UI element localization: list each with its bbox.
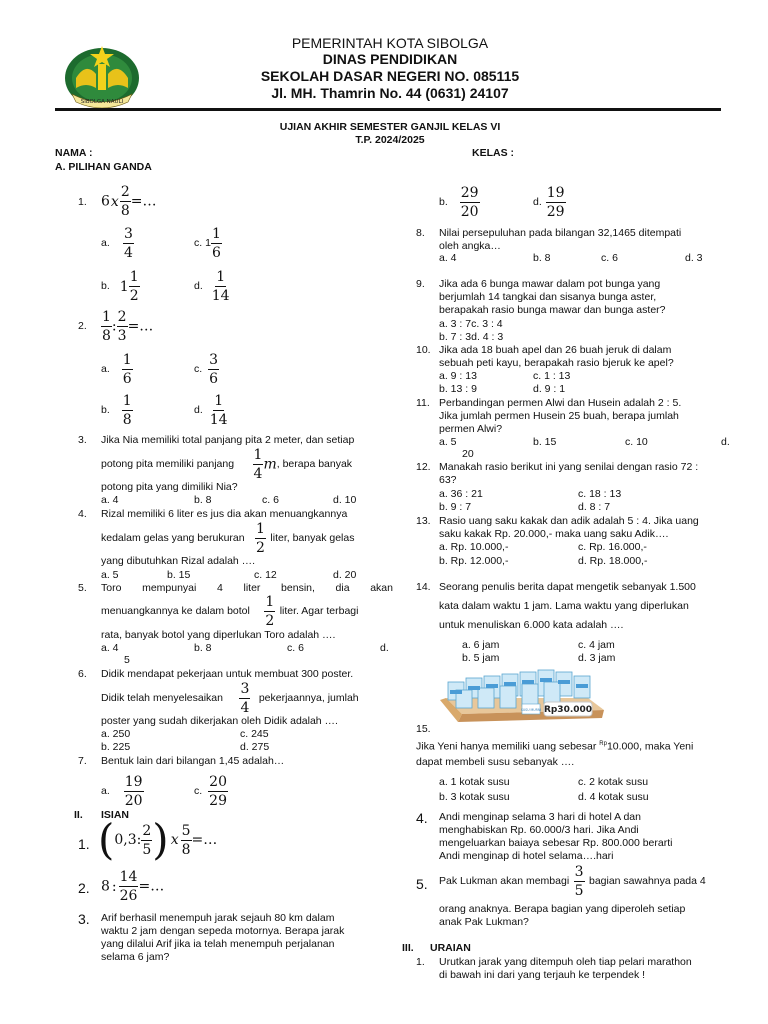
q12-line1: Manakah rasio berikut ini yang senilai dengan rasio 72 : xyxy=(439,461,699,473)
isian3-line4: selama 6 jam? xyxy=(101,951,170,963)
q6-line1: Didik mendapat pekerjaan untuk membuat 300 poster. xyxy=(101,668,354,680)
isian2-number: 2. xyxy=(78,880,90,896)
q11-option-a[interactable]: a. 5 xyxy=(439,436,457,448)
uraian1-number: 1. xyxy=(416,956,425,968)
section-a-title: A. PILIHAN GANDA xyxy=(55,161,152,173)
q8-option-a[interactable]: a. 4 xyxy=(439,252,457,264)
q4-option-c[interactable]: c. 12 xyxy=(254,569,277,581)
milk-crate-image xyxy=(438,668,608,722)
q3-line2: potong pita memiliki panjang $\frac{1}{4}$ m, berapa banyak xyxy=(101,447,353,482)
header-school: SEKOLAH DASAR NEGERI NO. 085115 xyxy=(260,68,520,84)
q1-option-a[interactable]: $\frac{3}{4}$ xyxy=(124,226,133,261)
q1-number: 1. xyxy=(78,196,87,208)
q14-line1: Seorang penulis berita dapat mengetik sebanyak 1.500 xyxy=(439,581,696,593)
q1-option-b[interactable]: b. 1 $\frac{1}{2}$ xyxy=(101,269,139,304)
q3-option-b[interactable]: b. 8 xyxy=(194,494,212,506)
isian5-line2: orang anaknya. Berapa bagian yang diperoleh setiap xyxy=(439,903,686,915)
isian5-line1: Pak Lukman akan membagi $\frac{3}{5}$ bagian sawahnya pada 4 xyxy=(439,864,706,899)
q13-line1: Rasio uang saku kakak dan adik adalah 5 : 4. Jika uang xyxy=(439,515,699,527)
q9-line2: berjumlah 14 tangkai dan sisanya bunga aster, xyxy=(439,291,657,303)
q9-number: 9. xyxy=(416,278,425,290)
header-gov: PEMERINTAH KOTA SIBOLGA xyxy=(291,35,489,51)
q15-line2: dapat membeli susu sebanyak …. xyxy=(416,756,575,768)
q10-option-b[interactable]: b. 13 : 9 xyxy=(439,383,477,395)
q6-number: 6. xyxy=(78,668,87,680)
q4-option-a[interactable]: a. 5 xyxy=(101,569,119,581)
q8-option-c[interactable]: c. 6 xyxy=(601,252,618,264)
q5-line3: rata, banyak botol yang diperlukan Toro adalah …. xyxy=(101,629,336,641)
q4-number: 4. xyxy=(78,508,87,520)
isian5-number: 5. xyxy=(416,876,428,892)
q13-option-d[interactable]: d. Rp. 18.000,- xyxy=(578,555,648,567)
q6-line3: poster yang sudah dikerjakan oleh Didik adalah …. xyxy=(101,715,338,727)
q10-line2: sebuah peti kayu, berapakah rasio bjeruk ke apel? xyxy=(439,357,674,369)
svg-text:Rp30.000: Rp30.000 xyxy=(543,705,593,715)
q7-option-c[interactable]: c. $\frac{20}{29}$ xyxy=(194,774,227,809)
q5-option-c[interactable]: c. 6 xyxy=(287,642,304,654)
q6-line2: Didik telah menyelesaikan $\frac{3}{4}$ pekerjaannya, jumlah xyxy=(101,681,359,716)
q4-line3: yang dibutuhkan Rizal adalah …. xyxy=(101,555,256,567)
q14-option-d[interactable]: d. 3 jam xyxy=(578,652,616,664)
q11-option-b[interactable]: b. 15 xyxy=(533,436,557,448)
q4-line2: kedalam gelas yang berukuran $\frac{1}{2}$ liter, banyak gelas xyxy=(101,521,355,556)
q15-line1: Jika Yeni hanya memiliki uang sebesar $^{Rp}$10.000, maka Yeni xyxy=(416,740,694,753)
header-address: Jl. MH. Thamrin No. 44 (0631) 24107 xyxy=(271,85,509,101)
q11-line2: Jika jumlah permen Husein 25 buah, berapa jumlah xyxy=(439,410,679,422)
q14-option-c[interactable]: c. 4 jam xyxy=(578,639,615,651)
header-dept: DINAS PENDIDIKAN xyxy=(322,51,458,67)
q7-option-a[interactable]: a. $\frac{19}{20}$ xyxy=(101,774,143,809)
uraian1-line2: di bawah ini dari yang terjauh ke terpendek ! xyxy=(439,969,646,981)
q8-number: 8. xyxy=(416,227,425,239)
q11-option-c[interactable]: c. 10 xyxy=(625,436,648,448)
isian5-line3: anak Pak Lukman? xyxy=(439,916,529,928)
isian2-expression: 8 : $\frac{14}{26}$ =… xyxy=(101,869,165,904)
q10-option-d[interactable]: d. 9 : 1 xyxy=(533,383,566,395)
q9-line3: berapakah rasio bunga mawar dan bunga aster? xyxy=(439,304,666,316)
q5-number: 5. xyxy=(78,582,87,594)
q2-expression: $\frac{1}{8}$ : $\frac{2}{3}$ =… xyxy=(102,309,154,344)
isian4-line1: Andi menginap selama 3 hari di hotel A dan xyxy=(439,811,641,823)
q9-options-row1[interactable]: a. 3 : 7c. 3 : 4 xyxy=(439,318,503,330)
q11-line1: Perbandingan permen Alwi dan Husein adalah 2 : 5. xyxy=(439,397,682,409)
q1-expression: 6x $\frac{2}{8}$ =… xyxy=(101,184,157,219)
q7-option-d[interactable]: d. $\frac{19}{29}$ xyxy=(533,185,565,220)
q9-line1: Jika ada 6 bunga mawar dalam pot bunga yang xyxy=(439,278,661,290)
svg-text:SIBOLGA NAULI: SIBOLGA NAULI xyxy=(80,99,124,105)
q1-option-d[interactable]: d. $\frac{1}{14}$ xyxy=(194,269,230,304)
isian1-expression: (0,3: $\frac{2}{5}$ ) x $\frac{5}{8}$ =… xyxy=(98,815,218,864)
q7-number: 7. xyxy=(78,755,87,767)
q14-line2: kata dalam waktu 1 jam. Lama waktu yang diperlukan xyxy=(439,600,689,612)
q4-line1: Rizal memiliki 6 liter es jus dia akan menuangkannya xyxy=(101,508,348,520)
q6-option-c[interactable]: c. 245 xyxy=(240,728,269,740)
isian4-number: 4. xyxy=(416,810,428,826)
q13-option-c[interactable]: c. Rp. 16.000,- xyxy=(578,541,647,553)
q4-option-b[interactable]: b. 15 xyxy=(167,569,191,581)
isian3-line2: waktu 2 jam dengan sepeda motornya. Berapa jarak xyxy=(101,925,345,937)
q7-text: Bentuk lain dari bilangan 1,45 adalah… xyxy=(101,755,285,767)
q14-number: 14. xyxy=(416,581,431,593)
q12-option-a[interactable]: a. 36 : 21 xyxy=(439,488,483,500)
q14-line3: untuk menuliskan 6.000 kata adalah …. xyxy=(439,619,624,631)
q15-option-b[interactable]: b. 3 kotak susu xyxy=(439,791,510,803)
q8-option-d[interactable]: d. 3 xyxy=(685,252,703,264)
q12-option-b[interactable]: b. 9 : 7 xyxy=(439,501,472,513)
q11-number: 11. xyxy=(416,397,430,409)
q1-option-a-label[interactable]: a. xyxy=(101,237,110,249)
q13-line2: saku kakak Rp. 20.000,- maka uang saku Adik…. xyxy=(439,528,669,540)
exam-title: UJIAN AKHIR SEMESTER GANJIL KELAS VI xyxy=(279,121,501,133)
isian3-number: 3. xyxy=(78,911,90,927)
svg-text:SUSU MURNI: SUSU MURNI xyxy=(520,708,542,712)
q6-option-d[interactable]: d. 275 xyxy=(240,741,270,753)
q15-option-c[interactable]: c. 2 kotak susu xyxy=(578,776,649,788)
isian3-line3: yang dilalui Arif jika ia telah menempuh perjalanan xyxy=(101,938,335,950)
q5-option-a[interactable]: a. 4 xyxy=(101,642,119,654)
q10-option-a[interactable]: a. 9 : 13 xyxy=(439,370,477,382)
q5-option-d[interactable]: d. xyxy=(380,642,389,654)
q15-number: 15. xyxy=(416,723,431,735)
q4-option-d[interactable]: d. 20 xyxy=(333,569,357,581)
q10-option-c[interactable]: c. 1 : 13 xyxy=(533,370,571,382)
q3-number: 3. xyxy=(78,434,87,446)
section-ii-number: II. xyxy=(74,809,83,821)
q5-line1: Toro mempunyai 4 liter bensin, dia akan xyxy=(101,582,393,594)
q10-number: 10. xyxy=(416,344,431,356)
q6-option-a[interactable]: a. 250 xyxy=(101,728,131,740)
q3-line3: potong pita yang dimiliki Nia? xyxy=(101,481,238,493)
school-logo xyxy=(62,42,142,110)
isian4-line2: menghabiskan Rp. 60.000/3 hari. Jika Andi xyxy=(439,824,639,836)
q3-option-a[interactable]: a. 4 xyxy=(101,494,119,506)
q13-option-b[interactable]: b. Rp. 12.000,- xyxy=(439,555,509,567)
q7-option-b[interactable]: b. $\frac{29}{20}$ xyxy=(439,185,479,220)
q12-option-d[interactable]: d. 8 : 7 xyxy=(578,501,611,513)
q8-line1: Nilai persepuluhan pada bilangan 32,1465 ditempati xyxy=(439,227,682,239)
q2-option-a[interactable]: a. $\frac{1}{6}$ xyxy=(101,352,132,387)
q11-option-d[interactable]: d. xyxy=(721,436,730,448)
q12-option-c[interactable]: c. 18 : 13 xyxy=(578,488,622,500)
section-iii-title: URAIAN xyxy=(430,942,471,954)
q11-line3: permen Alwi? xyxy=(439,423,503,435)
q12-line2: 63? xyxy=(439,474,457,486)
q10-line1: Jika ada 18 buah apel dan 26 buah jeruk di dalam xyxy=(439,344,672,356)
q15-option-d[interactable]: d. 4 kotak susu xyxy=(578,791,649,803)
q14-option-a[interactable]: a. 6 jam xyxy=(462,639,500,651)
section-iii-number: III. xyxy=(402,942,414,954)
isian4-line3: mengeluarkan baiaya sebesar Rp. 800.000 berarti xyxy=(439,837,673,849)
q11-option-d-cont: 20 xyxy=(462,448,474,460)
q2-option-c[interactable]: c. $\frac{3}{6}$ xyxy=(194,352,219,387)
isian3-line1: Arif berhasil menempuh jarak sejauh 80 km dalam xyxy=(101,912,335,924)
q3-option-d[interactable]: d. 10 xyxy=(333,494,357,506)
q2-option-d[interactable]: d. $\frac{1}{14}$ xyxy=(194,393,228,428)
q14-option-b[interactable]: b. 5 jam xyxy=(462,652,500,664)
q1-option-c[interactable]: c. 1 $\frac{1}{6}$ xyxy=(194,226,221,261)
q2-option-b[interactable]: b. $\frac{1}{8}$ xyxy=(101,393,132,428)
q8-option-b[interactable]: b. 8 xyxy=(533,252,551,264)
class-label: KELAS : xyxy=(472,147,514,159)
q9-options-row2[interactable]: b. 7 : 3d. 4 : 3 xyxy=(439,331,504,343)
q2-number: 2. xyxy=(78,320,87,332)
q15-option-a[interactable]: a. 1 kotak susu xyxy=(439,776,510,788)
q5-option-b[interactable]: b. 8 xyxy=(194,642,212,654)
exam-year: T.P. 2024/2025 xyxy=(355,134,425,146)
section-ii-title: ISIAN xyxy=(101,809,130,821)
uraian1-line1: Urutkan jarak yang ditempuh oleh tiap pelari marathon xyxy=(439,956,692,968)
q13-number: 13. xyxy=(416,515,431,527)
isian4-line4: Andi menginap di hotel selama….hari xyxy=(439,850,614,862)
q3-line1: Jika Nia memiliki total panjang pita 2 meter, dan setiap xyxy=(101,434,355,446)
q3-option-c[interactable]: c. 6 xyxy=(262,494,279,506)
q12-number: 12. xyxy=(416,461,431,473)
name-label: NAMA : xyxy=(55,147,93,159)
q8-line2: oleh angka… xyxy=(439,240,501,252)
q13-option-a[interactable]: a. Rp. 10.000,- xyxy=(439,541,509,553)
header-divider xyxy=(55,108,721,111)
q5-line2: menuangkannya ke dalam botol $\frac{1}{2}$ liter. Agar terbagi xyxy=(101,594,359,629)
q5-option-a-cont: 5 xyxy=(124,654,130,666)
q6-option-b[interactable]: b. 225 xyxy=(101,741,131,753)
isian1-number: 1. xyxy=(78,836,90,852)
